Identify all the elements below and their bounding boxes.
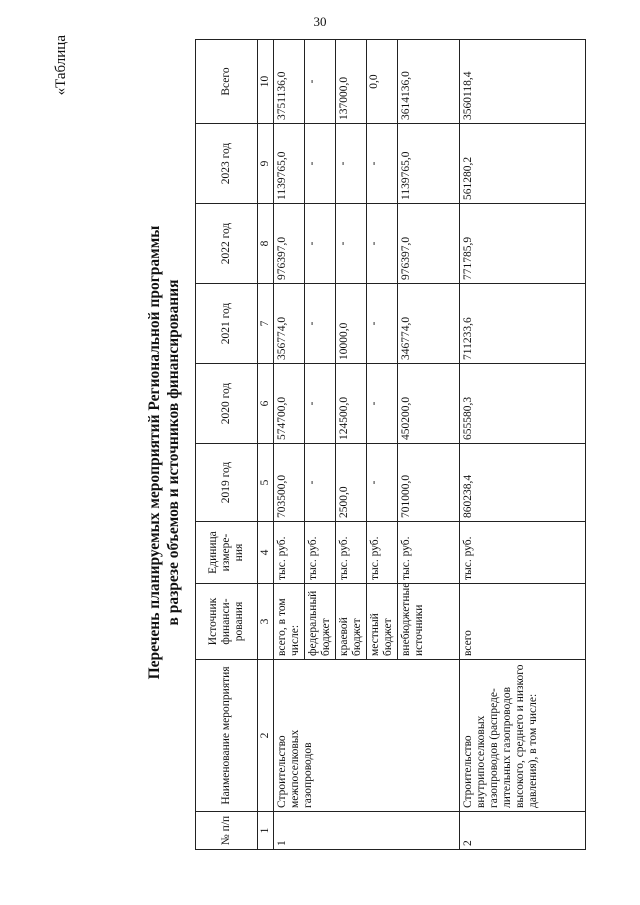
value-total: 3751136,0	[274, 40, 305, 124]
column-number: 10	[258, 40, 274, 124]
value-2022: -	[336, 204, 367, 284]
column-number: 6	[258, 364, 274, 444]
header-row	[196, 40, 258, 850]
funding-source: местный бюджет	[367, 584, 398, 660]
unit: тыс. руб.	[367, 522, 398, 584]
value-2021: -	[305, 284, 336, 364]
value-2022: -	[305, 204, 336, 284]
funding-source: всего	[460, 584, 586, 660]
table-row	[460, 40, 586, 850]
value-2022: 771785,9	[460, 204, 586, 284]
value-2023: -	[305, 124, 336, 204]
document-title	[145, 25, 183, 880]
table-label: «Таблица	[53, 35, 69, 96]
value-2021: 10000,0	[336, 284, 367, 364]
header-cell: 2023 год	[196, 124, 258, 204]
value-2019: -	[305, 444, 336, 522]
value-2019: 701000,0	[398, 444, 460, 522]
unit: тыс. руб.	[274, 522, 305, 584]
value-total: 0,0	[367, 40, 398, 124]
unit: тыс. руб.	[460, 522, 586, 584]
column-number-row	[258, 40, 274, 850]
column-number: 1	[258, 812, 274, 850]
page-number: 30	[313, 14, 327, 29]
activity-name: Строительство внутрипоселковых газопроводов (распреде-лительных газопроводов высокого, среднего и низкого давления), в том числе:	[460, 660, 586, 812]
value-2022: 976397,0	[398, 204, 460, 284]
value-2019: 2500,0	[336, 444, 367, 522]
value-2020: 450200,0	[398, 364, 460, 444]
value-2023: 1139765,0	[274, 124, 305, 204]
title-line-2: в разрезе объемов и источников финансирования	[165, 279, 182, 626]
header-cell: Единица измере-ния	[196, 522, 258, 584]
row-number: 2	[460, 812, 586, 850]
value-2021: 346774,0	[398, 284, 460, 364]
financing-table	[195, 39, 586, 850]
value-2021: -	[367, 284, 398, 364]
value-total: 3560118,4	[460, 40, 586, 124]
unit: тыс. руб.	[336, 522, 367, 584]
value-2020: 655580,3	[460, 364, 586, 444]
header-cell: 2019 год	[196, 444, 258, 522]
value-2020: 124500,0	[336, 364, 367, 444]
unit: тыс. руб.	[398, 522, 460, 584]
header-cell: 2020 год	[196, 364, 258, 444]
header-cell: 2021 год	[196, 284, 258, 364]
value-2019: 703500,0	[274, 444, 305, 522]
header-cell: Наименование мероприятия	[196, 660, 258, 812]
value-2023: -	[336, 124, 367, 204]
column-number: 7	[258, 284, 274, 364]
funding-source: краевой бюджет	[336, 584, 367, 660]
title-line-1: Перечень планируемых мероприятий Региональной программы	[146, 225, 163, 680]
value-2020: -	[305, 364, 336, 444]
header-cell: Всего	[196, 40, 258, 124]
value-2021: 356774,0	[274, 284, 305, 364]
rotated-sheet	[15, 25, 615, 880]
value-2019: 860238,4	[460, 444, 586, 522]
column-number: 3	[258, 584, 274, 660]
row-number: 1	[274, 812, 460, 850]
value-2023: 561280,2	[460, 124, 586, 204]
header-cell: № п/п	[196, 812, 258, 850]
value-total: -	[305, 40, 336, 124]
unit: тыс. руб.	[305, 522, 336, 584]
value-2020: -	[367, 364, 398, 444]
funding-source: всего, в том числе:	[274, 584, 305, 660]
value-total: 3614136,0	[398, 40, 460, 124]
header-cell: Источник финанси-рования	[196, 584, 258, 660]
value-2023: 1139765,0	[398, 124, 460, 204]
column-number: 5	[258, 444, 274, 522]
column-number: 4	[258, 522, 274, 584]
value-2019: -	[367, 444, 398, 522]
value-2022: 976397,0	[274, 204, 305, 284]
table-row	[274, 40, 305, 850]
value-total: 137000,0	[336, 40, 367, 124]
value-2021: 711233,6	[460, 284, 586, 364]
activity-name: Строительство межпоселковых газопроводов	[274, 660, 460, 812]
column-number: 9	[258, 124, 274, 204]
value-2020: 574700,0	[274, 364, 305, 444]
value-2023: -	[367, 124, 398, 204]
funding-source: федеральный бюджет	[305, 584, 336, 660]
funding-source: внебюджетные источники	[398, 584, 460, 660]
value-2022: -	[367, 204, 398, 284]
column-number: 8	[258, 204, 274, 284]
column-number: 2	[258, 660, 274, 812]
header-cell: 2022 год	[196, 204, 258, 284]
